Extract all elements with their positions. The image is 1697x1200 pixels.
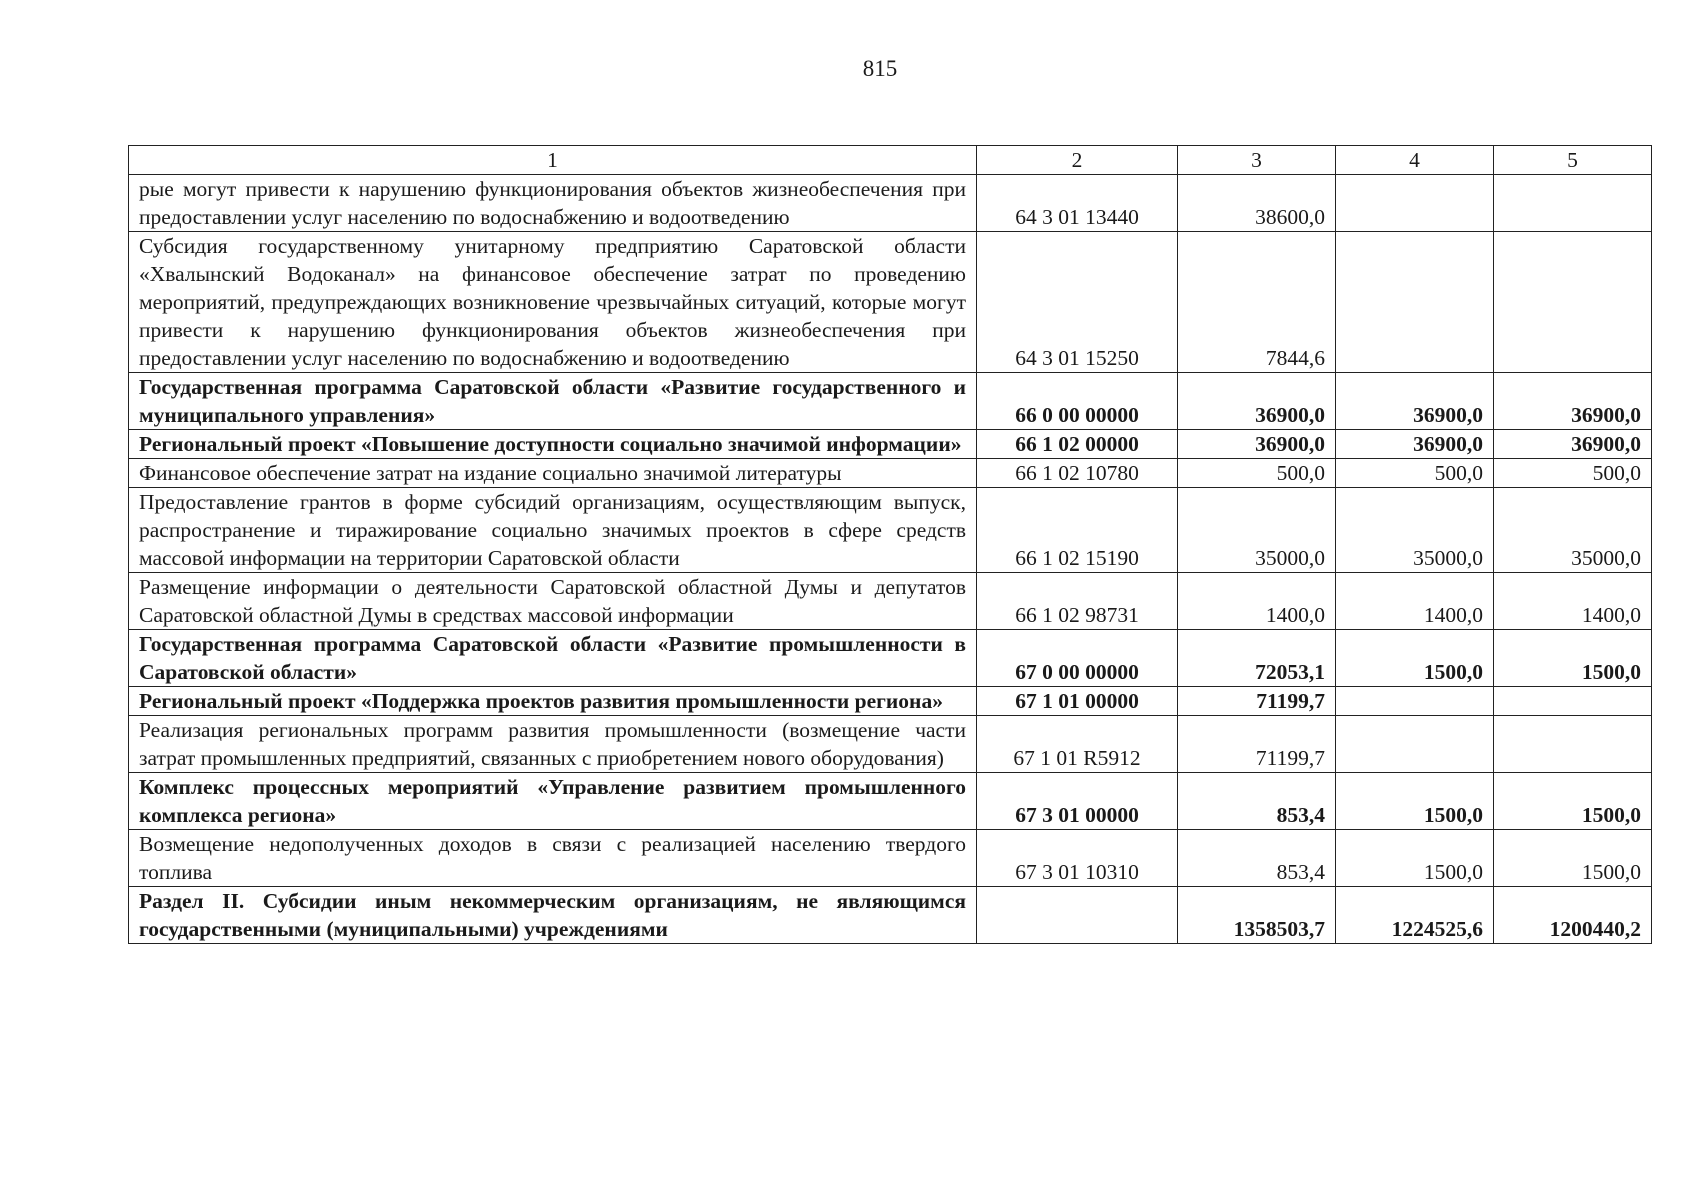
row-value-col5: 500,0: [1494, 459, 1652, 488]
row-name-cell: Субсидия государственному унитарному предприятию Саратовской области «Хвалынский Водоканал» на финансовое обеспечение затрат по проведению мероприятий, предупреждающих возникновение чрезвычайных ситуаций, которые могут привести к нарушению функционирования объектов жизнеобеспечения при предоставлении услуг населению по водоснабжению и водоотведению: [129, 232, 977, 373]
row-code-cell: 66 1 02 10780: [977, 459, 1178, 488]
row-code-cell: 66 1 02 00000: [977, 430, 1178, 459]
row-code-cell: 66 1 02 15190: [977, 488, 1178, 573]
budget-table: [128, 145, 1652, 944]
table-row: [129, 373, 1652, 430]
row-value-col3: 1358503,7: [1178, 887, 1336, 944]
row-value-col4: 36900,0: [1336, 430, 1494, 459]
row-value-col3: 36900,0: [1178, 373, 1336, 430]
row-name-cell: Государственная программа Саратовской области «Развитие промышленности в Саратовской области»: [129, 630, 977, 687]
row-value-col4: 500,0: [1336, 459, 1494, 488]
row-name-cell: Реализация региональных программ развития промышленности (возмещение части затрат промышленных предприятий, связанных с приобретением нового оборудования): [129, 716, 977, 773]
row-value-col5: 36900,0: [1494, 430, 1652, 459]
table-row: [129, 887, 1652, 944]
row-value-col3: 500,0: [1178, 459, 1336, 488]
row-name-cell: Предоставление грантов в форме субсидий организациям, осуществляющим выпуск, распространение и тиражирование социально значимых проектов в сфере средств массовой информации на территории Саратовской области: [129, 488, 977, 573]
row-value-col4: 35000,0: [1336, 488, 1494, 573]
column-header-4: 4: [1336, 146, 1494, 175]
row-code-cell: [977, 887, 1178, 944]
table-row: [129, 716, 1652, 773]
row-value-col3: 36900,0: [1178, 430, 1336, 459]
column-header-3: 3: [1178, 146, 1336, 175]
row-value-col3: 38600,0: [1178, 175, 1336, 232]
row-code-cell: 64 3 01 15250: [977, 232, 1178, 373]
table-row: [129, 773, 1652, 830]
row-value-col3: 71199,7: [1178, 716, 1336, 773]
row-value-col5: [1494, 232, 1652, 373]
row-code-cell: 66 1 02 98731: [977, 573, 1178, 630]
row-value-col4: [1336, 687, 1494, 716]
row-value-col5: [1494, 175, 1652, 232]
column-header-1: 1: [129, 146, 977, 175]
row-value-col3: 71199,7: [1178, 687, 1336, 716]
row-value-col4: [1336, 175, 1494, 232]
column-header-5: 5: [1494, 146, 1652, 175]
row-value-col4: [1336, 716, 1494, 773]
table-row: [129, 459, 1652, 488]
row-value-col5: [1494, 716, 1652, 773]
row-code-cell: 66 0 00 00000: [977, 373, 1178, 430]
row-name-cell: рые могут привести к нарушению функционирования объектов жизнеобеспечения при предоставлении услуг населению по водоснабжению и водоотведению: [129, 175, 977, 232]
row-value-col4: [1336, 232, 1494, 373]
row-value-col3: 7844,6: [1178, 232, 1336, 373]
row-name-cell: Финансовое обеспечение затрат на издание социально значимой литературы: [129, 459, 977, 488]
row-value-col3: 72053,1: [1178, 630, 1336, 687]
row-value-col5: [1494, 687, 1652, 716]
row-value-col5: 1500,0: [1494, 773, 1652, 830]
row-code-cell: 67 0 00 00000: [977, 630, 1178, 687]
table-row: [129, 573, 1652, 630]
row-value-col5: 1400,0: [1494, 573, 1652, 630]
row-code-cell: 67 1 01 R5912: [977, 716, 1178, 773]
table-header-row: [129, 146, 1652, 175]
row-value-col4: 1500,0: [1336, 630, 1494, 687]
row-name-cell: Раздел II. Субсидии иным некоммерческим организациям, не являющимся государственными (муниципальными) учреждениями: [129, 887, 977, 944]
row-value-col5: 36900,0: [1494, 373, 1652, 430]
row-name-cell: Размещение информации о деятельности Саратовской областной Думы и депутатов Саратовской областной Думы в средствах массовой информации: [129, 573, 977, 630]
row-code-cell: 67 1 01 00000: [977, 687, 1178, 716]
row-value-col3: 853,4: [1178, 773, 1336, 830]
row-value-col4: 1224525,6: [1336, 887, 1494, 944]
row-name-cell: Региональный проект «Поддержка проектов развития промышленности региона»: [129, 687, 977, 716]
row-code-cell: 67 3 01 00000: [977, 773, 1178, 830]
row-value-col5: 1500,0: [1494, 830, 1652, 887]
table-row: [129, 830, 1652, 887]
row-value-col4: 1500,0: [1336, 830, 1494, 887]
row-name-cell: Региональный проект «Повышение доступности социально значимой информации»: [129, 430, 977, 459]
row-value-col5: 1500,0: [1494, 630, 1652, 687]
row-value-col3: 853,4: [1178, 830, 1336, 887]
table-row: [129, 175, 1652, 232]
table-body: [129, 175, 1652, 944]
row-code-cell: 67 3 01 10310: [977, 830, 1178, 887]
column-header-2: 2: [977, 146, 1178, 175]
table-row: [129, 232, 1652, 373]
table-row: [129, 430, 1652, 459]
row-value-col4: 1500,0: [1336, 773, 1494, 830]
row-value-col5: 35000,0: [1494, 488, 1652, 573]
table-row: [129, 687, 1652, 716]
table-row: [129, 488, 1652, 573]
row-name-cell: Возмещение недополученных доходов в связи с реализацией населению твердого топлива: [129, 830, 977, 887]
row-value-col3: 35000,0: [1178, 488, 1336, 573]
row-value-col4: 36900,0: [1336, 373, 1494, 430]
row-name-cell: Комплекс процессных мероприятий «Управление развитием промышленного комплекса региона»: [129, 773, 977, 830]
row-name-cell: Государственная программа Саратовской области «Развитие государственного и муниципального управления»: [129, 373, 977, 430]
row-value-col4: 1400,0: [1336, 573, 1494, 630]
row-value-col3: 1400,0: [1178, 573, 1336, 630]
table-row: [129, 630, 1652, 687]
row-value-col5: 1200440,2: [1494, 887, 1652, 944]
page-number: 815: [862, 56, 898, 81]
row-code-cell: 64 3 01 13440: [977, 175, 1178, 232]
